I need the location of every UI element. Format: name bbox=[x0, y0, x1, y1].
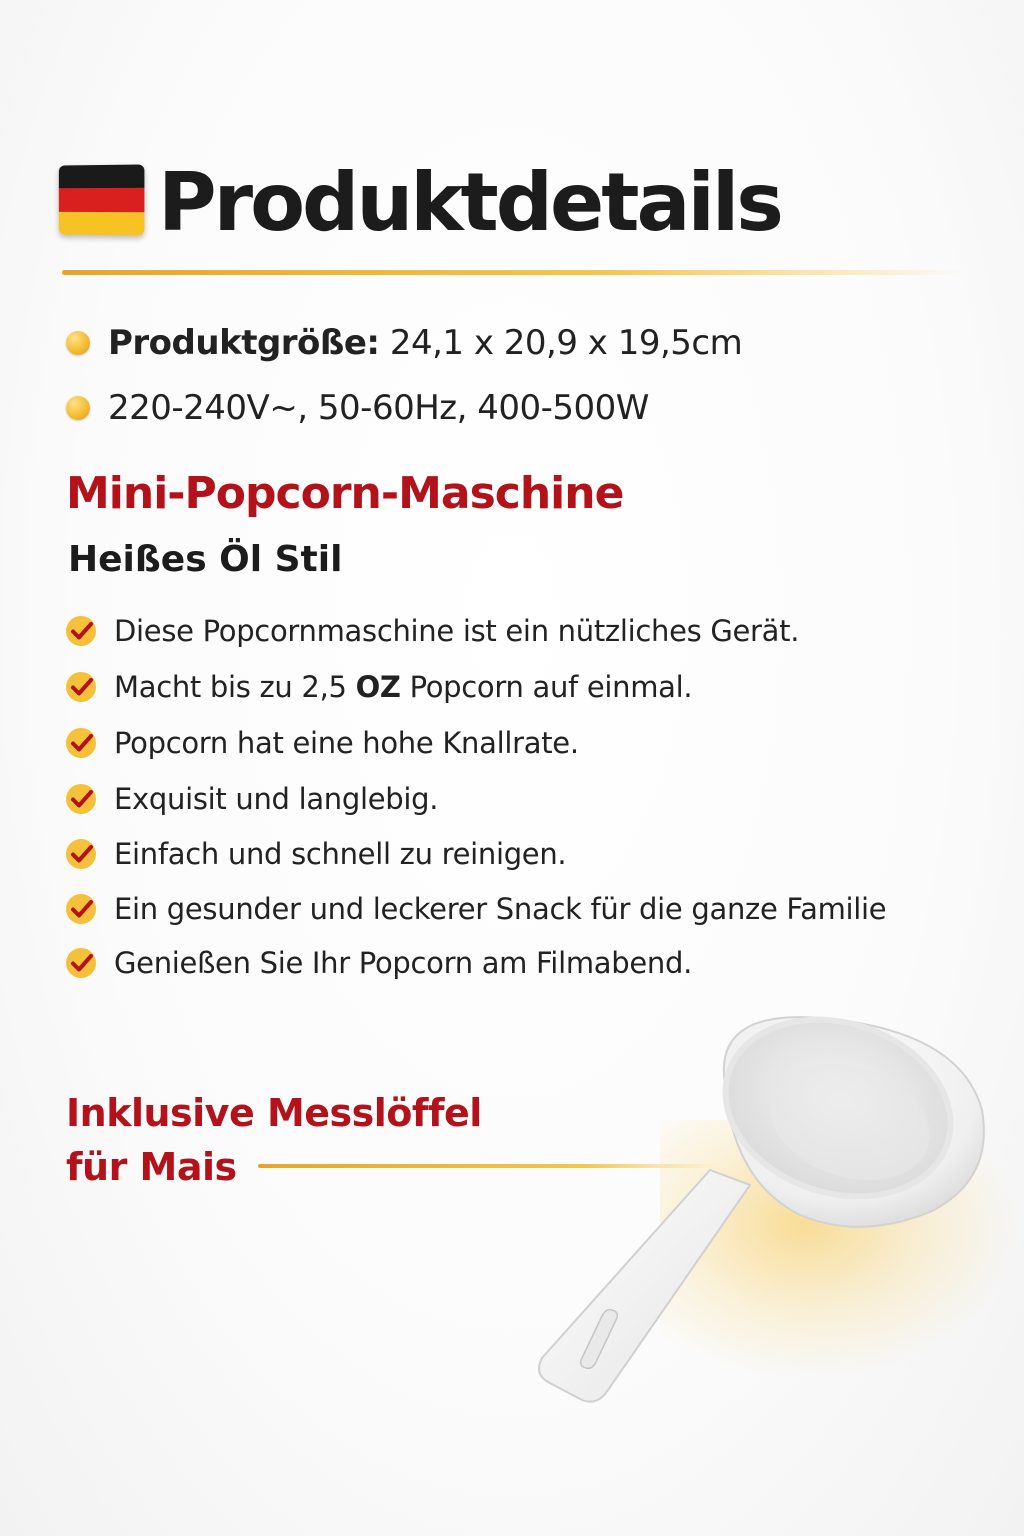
feature-item bbox=[64, 829, 566, 879]
feature-text: Exquisit und langlebig. bbox=[114, 782, 439, 816]
measuring-scoop-icon bbox=[520, 990, 1000, 1430]
feature-item bbox=[64, 774, 438, 824]
feature-item bbox=[64, 606, 799, 656]
feature-text: Genießen Sie Ihr Popcorn am Filmabend. bbox=[114, 946, 693, 980]
spec-label: Produktgröße: bbox=[108, 323, 380, 363]
bullet-dot-icon bbox=[66, 331, 90, 355]
product-title: Mini-Popcorn-Maschine bbox=[66, 468, 624, 519]
spec-value: 24,1 x 20,9 x 19,5cm bbox=[379, 323, 743, 363]
feature-text: Popcorn hat eine hohe Knallrate. bbox=[114, 726, 579, 760]
page-title: Produktdetails bbox=[158, 156, 781, 249]
check-icon bbox=[64, 670, 98, 704]
check-icon bbox=[64, 892, 98, 926]
german-flag-icon bbox=[59, 164, 145, 235]
bullet-dot-icon bbox=[66, 396, 90, 420]
check-icon bbox=[64, 614, 98, 648]
feature-item bbox=[64, 938, 692, 988]
feature-text bbox=[114, 670, 692, 704]
check-icon bbox=[64, 726, 98, 760]
title-divider bbox=[62, 270, 962, 275]
feature-text-bold: OZ bbox=[355, 670, 401, 704]
check-icon bbox=[64, 946, 98, 980]
feature-text-pre: Macht bis zu 2,5 bbox=[114, 670, 356, 704]
feature-text: Ein gesunder und leckerer Snack für die ganze Familie bbox=[114, 892, 887, 926]
feature-text: Diese Popcornmaschine ist ein nützliches Gerät. bbox=[114, 614, 800, 648]
spec-item-size bbox=[66, 318, 742, 368]
accessory-line-2: für Mais bbox=[66, 1145, 237, 1189]
check-icon bbox=[64, 782, 98, 816]
check-icon bbox=[64, 837, 98, 871]
accessory-heading bbox=[66, 1086, 482, 1194]
accessory-line-1: Inklusive Messlöffel bbox=[66, 1091, 482, 1135]
feature-text-post: Popcorn auf einmal. bbox=[400, 670, 693, 704]
feature-item bbox=[64, 884, 886, 934]
spec-item-power bbox=[66, 383, 649, 433]
feature-item bbox=[64, 718, 579, 768]
product-subtitle: Heißes Öl Stil bbox=[68, 539, 343, 580]
feature-item bbox=[64, 662, 692, 712]
feature-text: Einfach und schnell zu reinigen. bbox=[114, 837, 567, 871]
spec-text bbox=[108, 323, 742, 363]
spec-value: 220-240V~, 50-60Hz, 400-500W bbox=[108, 388, 649, 428]
